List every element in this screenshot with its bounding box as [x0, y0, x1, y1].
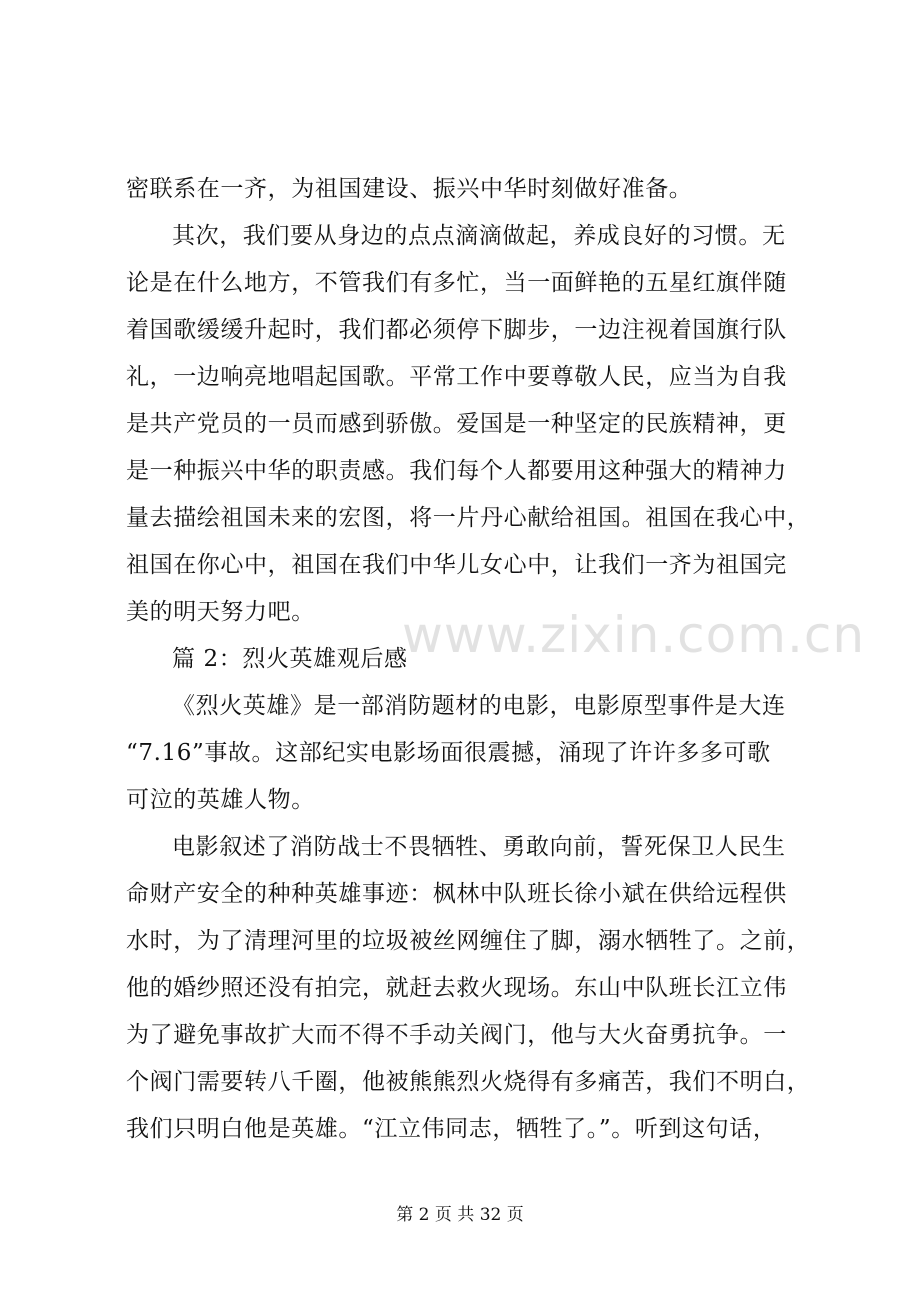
- text-line: “7.16”事故。这部纪实电影场面很震撼，涌现了许许多多可歌: [126, 740, 771, 766]
- text-line: 他的婚纱照还没有拍完，就赶去救火现场。东山中队班长江立伟: [126, 975, 787, 1001]
- text-line: 是一种振兴中华的职责感。我们每个人都要用这种强大的精神力: [126, 458, 787, 484]
- text-line: 篇 2：烈火英雄观后感: [172, 646, 408, 672]
- text-line: 美的明天努力吧。: [126, 599, 315, 625]
- text-line: 《烈火英雄》是一部消防题材的电影，电影原型事件是大连: [172, 693, 786, 719]
- text-line: 个阀门需要转八千圈，他被熊熊烈火烧得有多痛苦，我们不明白，: [126, 1069, 811, 1095]
- text-line: 是共产党员的一员而感到骄傲。爱国是一种坚定的民族精神，更: [126, 411, 787, 437]
- text-line: 量去描绘祖国未来的宏图，将一片丹心献给祖国。祖国在我心中，: [126, 505, 811, 531]
- text-line: 礼，一边响亮地唱起国歌。平常工作中要尊敬人民，应当为自我: [126, 364, 787, 390]
- text-line: 水时，为了清理河里的垃圾被丝网缠住了脚，溺水牺牲了。之前，: [126, 928, 811, 954]
- watermark: www.zixin.com.cn: [402, 606, 866, 664]
- text-line: 电影叙述了消防战士不畏牺牲、勇敢向前，誓死保卫人民生: [172, 834, 786, 860]
- text-line: 着国歌缓缓升起时，我们都必须停下脚步，一边注视着国旗行队: [126, 317, 787, 343]
- text-line: 可泣的英雄人物。: [126, 787, 315, 813]
- text-line: 命财产安全的种种英雄事迹：枫林中队班长徐小斌在供给远程供: [126, 881, 787, 907]
- text-line: 我们只明白他是英雄。“江立伟同志，牺牲了。”。听到这句话，: [126, 1116, 777, 1142]
- text-line: 密联系在一齐，为祖国建设、振兴中华时刻做好准备。: [126, 176, 693, 202]
- text-line: 祖国在你心中，祖国在我们中华儿女心中，让我们一齐为祖国完: [126, 552, 787, 578]
- text-line: 其次，我们要从身边的点点滴滴做起，养成良好的习惯。无: [172, 223, 786, 249]
- text-line: 为了避免事故扩大而不得不手动关阀门，他与大火奋勇抗争。一: [126, 1022, 787, 1048]
- page-footer: 第 2 页 共 32 页: [396, 1205, 524, 1225]
- text-line: 论是在什么地方，不管我们有多忙，当一面鲜艳的五星红旗伴随: [126, 270, 787, 296]
